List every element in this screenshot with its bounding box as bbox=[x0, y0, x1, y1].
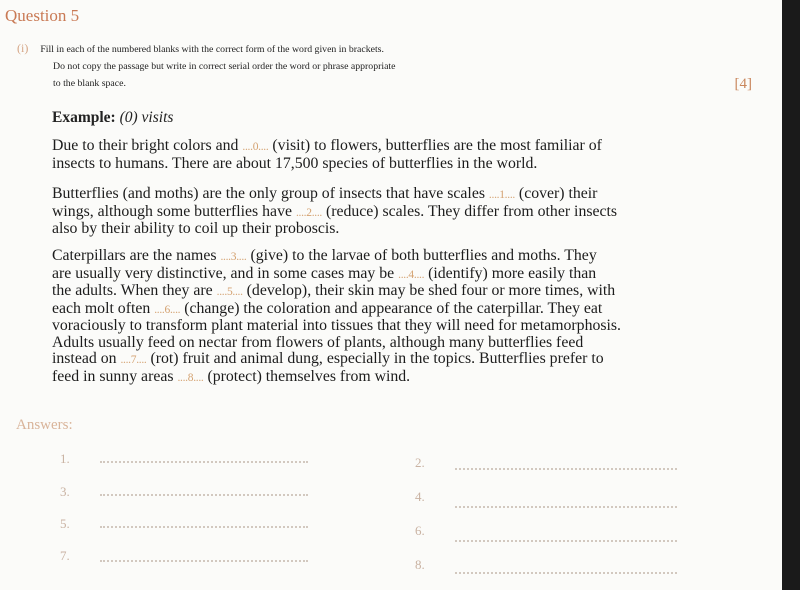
passage-text: (identify) more easily than bbox=[424, 264, 597, 282]
answer-number-5: 5. bbox=[60, 516, 70, 531]
passage-paragraph-1 bbox=[52, 138, 757, 172]
passage-text: instead on bbox=[52, 350, 121, 367]
answer-line-1[interactable] bbox=[100, 461, 308, 463]
passage-text: Butterflies (and moths) are the only group of insects that have scales bbox=[52, 185, 489, 202]
answer-number-8: 8. bbox=[415, 557, 425, 572]
passage-text: (develop), their skin may be shed four or more times, with bbox=[242, 282, 616, 299]
passage-line bbox=[52, 221, 757, 238]
instruction-text-1: Fill in each of the numbered blanks with the correct form of the word given in brackets. bbox=[40, 44, 384, 55]
passage-paragraph-2 bbox=[52, 186, 757, 238]
passage-text: Adults usually feed on nectar from flowers of plants, although many butterflies feed bbox=[52, 333, 584, 351]
answer-number-1: 1. bbox=[60, 451, 70, 466]
numbered-blank: ....5.... bbox=[216, 286, 243, 298]
passage-line bbox=[52, 204, 757, 222]
passage-line bbox=[52, 351, 757, 369]
passage-line bbox=[52, 369, 757, 387]
dark-border bbox=[782, 0, 800, 590]
answer-line-2[interactable] bbox=[455, 468, 677, 470]
passage-text: (reduce) scales. They differ from other insects bbox=[322, 202, 618, 220]
example bbox=[52, 109, 173, 127]
answer-line-7[interactable] bbox=[100, 560, 308, 562]
numbered-blank: ....7.... bbox=[120, 354, 147, 366]
example-value: (0) visits bbox=[119, 109, 174, 126]
numbered-blank: ....4.... bbox=[398, 268, 425, 281]
passage-text: wings, although some butterflies have bbox=[52, 202, 296, 220]
question-title: Question 5 bbox=[5, 6, 80, 25]
passage-text: are usually very distinctive, and in some cases may be bbox=[52, 264, 399, 282]
passage-text: (rot) fruit and animal dung, especially in the topics. Butterflies prefer to bbox=[146, 350, 604, 367]
answers-label: Answers: bbox=[16, 417, 73, 433]
passage-line bbox=[52, 335, 757, 352]
passage-line bbox=[52, 248, 757, 266]
passage-paragraph-3 bbox=[52, 248, 757, 386]
answer-number-7: 7. bbox=[60, 548, 70, 563]
passage-line bbox=[52, 138, 757, 156]
instruction-line-1 bbox=[17, 40, 757, 58]
answer-line-3[interactable] bbox=[100, 494, 308, 496]
passage-line bbox=[52, 156, 757, 173]
instruction-line-2: Do not copy the passage but write in correct serial order the word or phrase appropriate bbox=[53, 61, 396, 72]
answer-number-6: 6. bbox=[415, 523, 425, 538]
numbered-blank: ....8.... bbox=[177, 371, 204, 384]
answer-number-2: 2. bbox=[415, 455, 425, 470]
passage-text: (visit) to flowers, butterflies are the most familiar of bbox=[268, 137, 602, 154]
numbered-blank: ....3.... bbox=[220, 251, 247, 263]
passage-text: (protect) themselves from wind. bbox=[203, 367, 411, 385]
passage-line bbox=[52, 266, 757, 284]
numbered-blank: ....1.... bbox=[488, 189, 515, 201]
answer-line-4[interactable] bbox=[455, 506, 677, 508]
passage-text: voraciously to transform plant material into tissues that they will need for metamorphosis. bbox=[52, 317, 622, 334]
passage-text: insects to humans. There are about 17,500 species of butterflies in the world. bbox=[52, 154, 538, 172]
answer-line-5[interactable] bbox=[100, 526, 308, 528]
passage-line bbox=[52, 301, 757, 319]
numbered-blank: ....2.... bbox=[295, 206, 322, 219]
passage-line bbox=[52, 283, 757, 301]
passage-text: each molt often bbox=[52, 299, 155, 317]
passage-text: Due to their bright colors and bbox=[52, 137, 243, 154]
example-label: Example: bbox=[52, 109, 116, 126]
passage-text: also by their ability to coil up their proboscis. bbox=[52, 220, 340, 237]
instruction-line-3: to the blank space. bbox=[53, 78, 126, 89]
numbered-blank: ....0.... bbox=[242, 141, 269, 153]
numbered-blank: ....6.... bbox=[154, 303, 181, 316]
passage-line bbox=[52, 186, 757, 204]
marks-label: [4] bbox=[734, 76, 752, 92]
answer-line-8[interactable] bbox=[455, 572, 677, 574]
passage-text: (cover) their bbox=[514, 185, 598, 202]
passage-text: Caterpillars are the names bbox=[52, 247, 221, 264]
instructions bbox=[17, 40, 757, 92]
passage-line bbox=[52, 318, 757, 335]
answer-number-3: 3. bbox=[60, 484, 70, 499]
answer-line-6[interactable] bbox=[455, 540, 677, 542]
passage-text: the adults. When they are bbox=[52, 282, 217, 299]
answer-number-4: 4. bbox=[415, 489, 425, 504]
part-number: (i) bbox=[17, 41, 29, 55]
passage-text: (give) to the larvae of both butterflies and moths. They bbox=[246, 247, 597, 264]
passage-text: feed in sunny areas bbox=[52, 367, 178, 385]
passage-text: (change) the coloration and appearance of the caterpillar. They eat bbox=[180, 299, 603, 317]
